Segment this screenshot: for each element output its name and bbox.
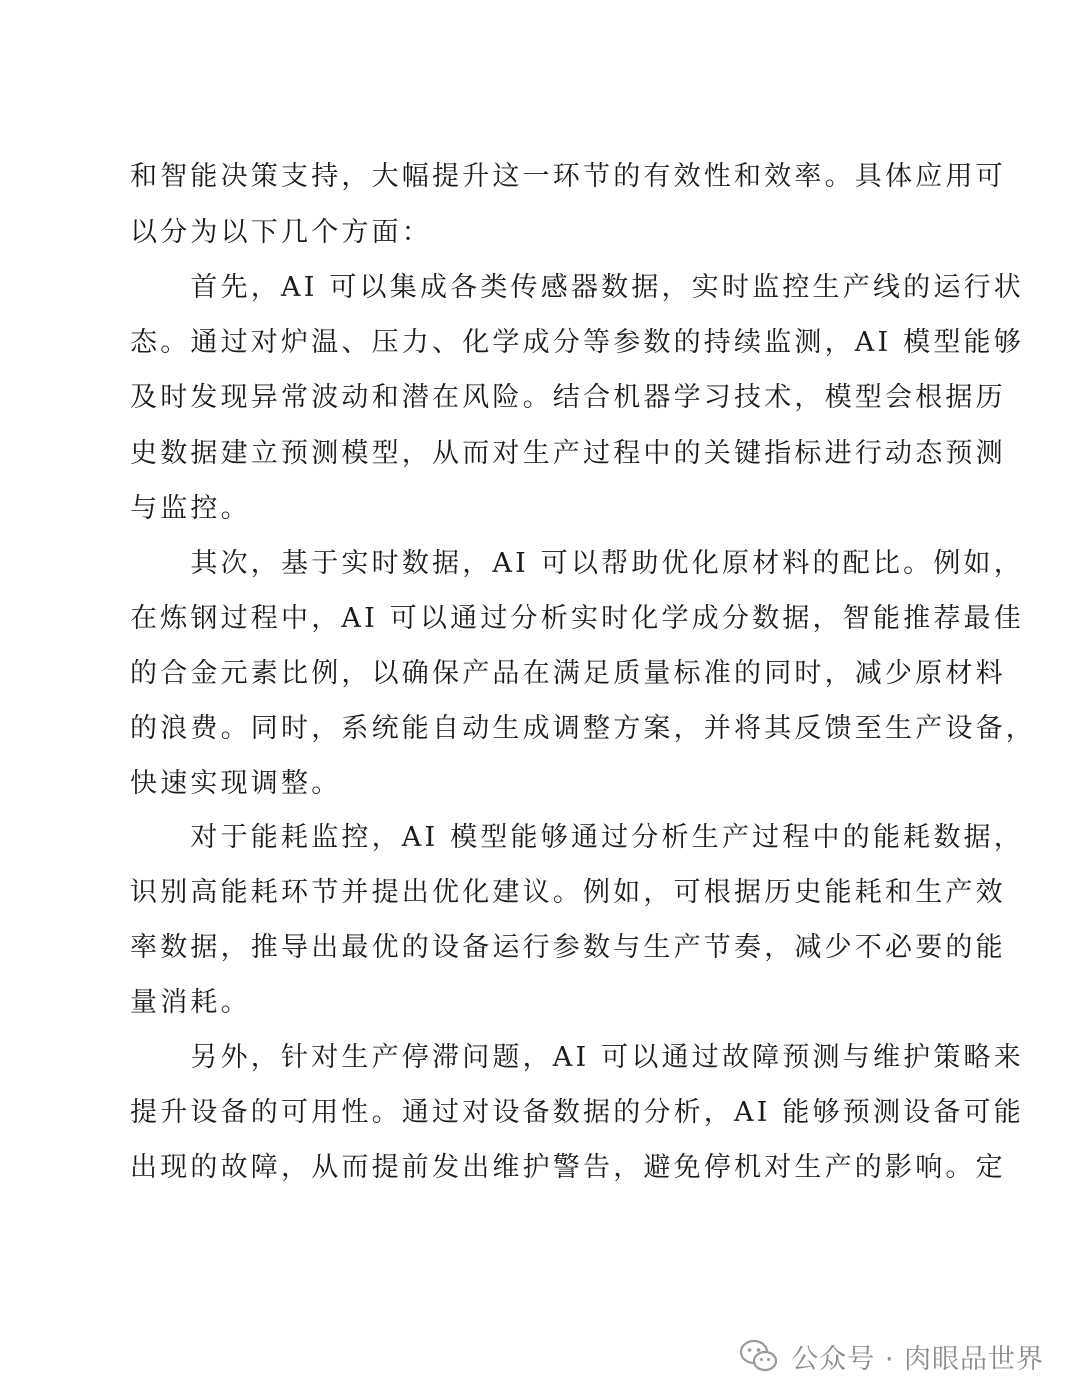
text-line: 与监控。 [130, 493, 251, 524]
text-line: 提升设备的可用性。通过对设备数据的分析，AI 能够预测设备可能 [130, 1097, 1024, 1128]
text-line: 史数据建立预测模型，从而对生产过程中的关键指标进行动态预测 [130, 438, 1006, 469]
watermark-text: 公众号 · 肉眼品世界 [791, 1343, 1044, 1375]
text-line: 其次，基于实时数据，AI 可以帮助优化原材料的配比。例如， [130, 548, 1024, 579]
text-line: 的合金元素比例，以确保产品在满足质量标准的同时，减少原材料 [130, 658, 1006, 689]
text-line: 另外，针对生产停滞问题，AI 可以通过故障预测与维护策略来 [130, 1042, 1024, 1073]
text-line: 首先，AI 可以集成各类传感器数据，实时监控生产线的运行状 [130, 272, 1024, 303]
text-line: 率数据，推导出最优的设备运行参数与生产节奏，减少不必要的能 [130, 932, 1006, 963]
watermark [739, 1336, 1044, 1376]
text-line: 在炼钢过程中，AI 可以通过分析实时化学成分数据，智能推荐最佳 [130, 603, 1024, 634]
text-line: 以分为以下几个方面： [130, 217, 432, 248]
text-line: 快速实现调整。 [130, 768, 342, 799]
text-line: 量消耗。 [130, 987, 251, 1018]
text-line: 识别高能耗环节并提出优化建议。例如，可根据历史能耗和生产效 [130, 877, 1006, 908]
wechat-icon [739, 1339, 779, 1373]
text-line: 态。通过对炉温、压力、化学成分等参数的持续监测，AI 模型能够 [130, 327, 1024, 358]
text-line: 和智能决策支持，大幅提升这一环节的有效性和效率。具体应用可 [130, 161, 1006, 192]
text-line: 的浪费。同时，系统能自动生成调整方案，并将其反馈至生产设备， [130, 713, 1036, 744]
text-line: 及时发现异常波动和潜在风险。结合机器学习技术，模型会根据历 [130, 382, 1006, 413]
text-line: 对于能耗监控，AI 模型能够通过分析生产过程中的能耗数据， [130, 822, 1024, 853]
text-line: 出现的故障，从而提前发出维护警告，避免停机对生产的影响。定 [130, 1152, 1006, 1183]
